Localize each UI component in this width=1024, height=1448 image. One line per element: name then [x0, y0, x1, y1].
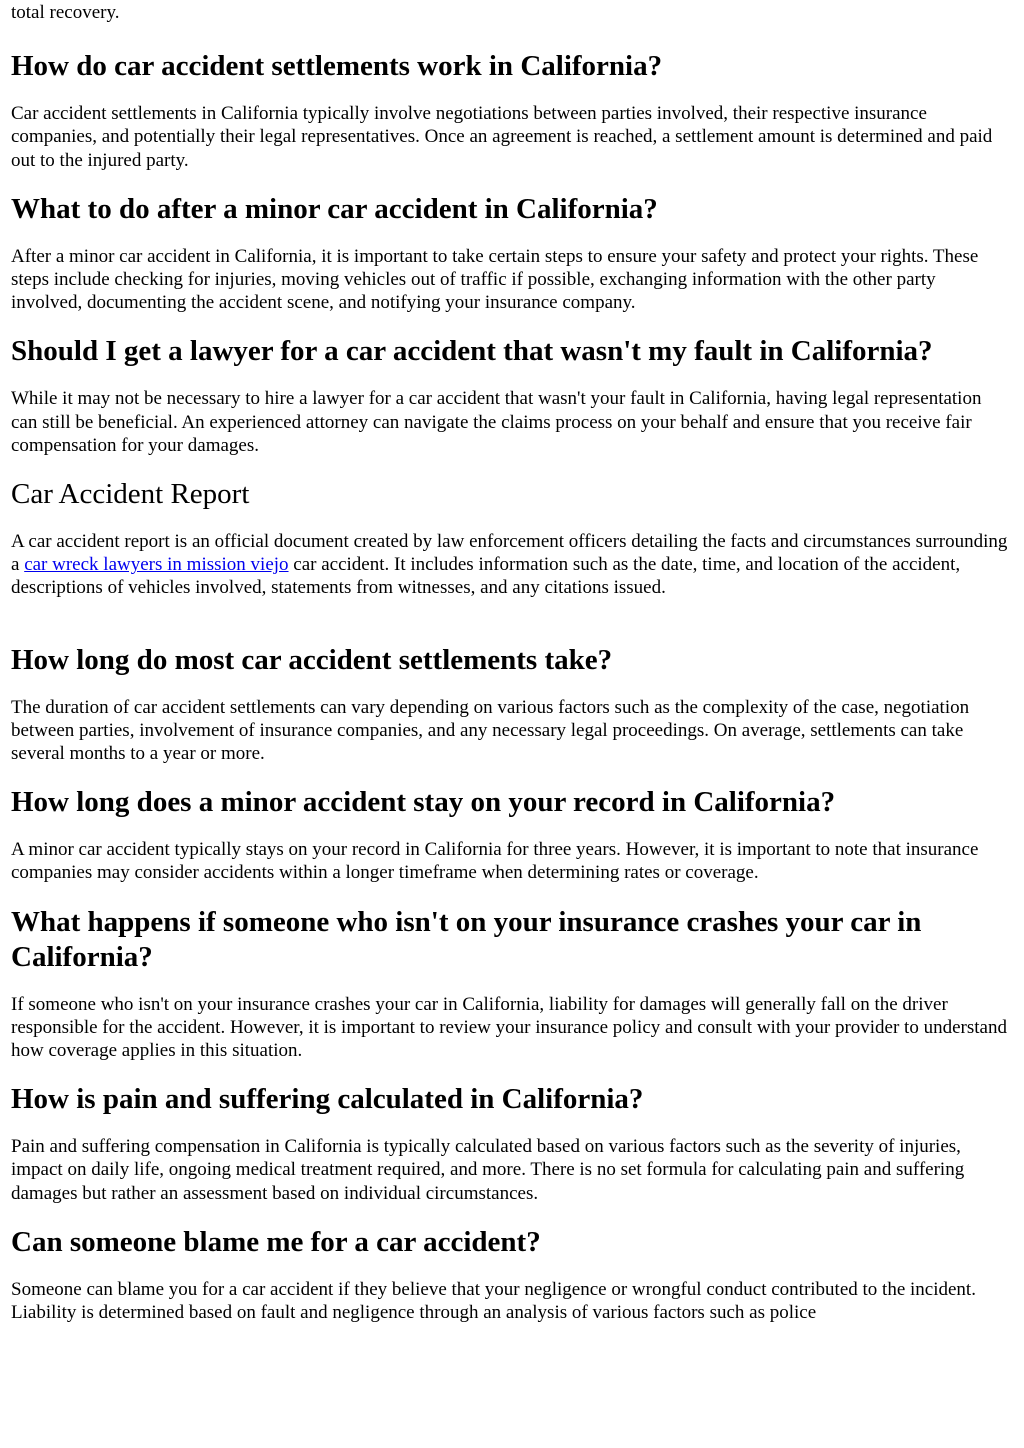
car-wreck-lawyers-link[interactable]: car wreck lawyers in mission viejo: [24, 554, 289, 576]
section-body-settlement-duration: The duration of car accident settlements can vary depending on various factors such as the complexity of the case, negotiation between parties, involvement of insurance companies, and any necessary legal proceedings. On average, settlements can take several months to a year or more.: [11, 696, 970, 765]
report-text-before-link: A car accident report is an official document created by law enforcement officers detailing the facts and circumstances surrounding a: [11, 531, 1008, 576]
section-heading-uninsured-driver: What happens if someone who isn't on your insurance crashes your car in California?: [11, 905, 922, 973]
section-body-settlements-work: Car accident settlements in California typically involve negotiations between parties involved, their respective insurance companies, and potentially their legal representatives. Once an agreement is reached, a settlement amount is determined and paid out to the injured party.: [11, 103, 993, 171]
section-heading-blame: Can someone blame me for a car accident?: [11, 1225, 541, 1258]
report-text-after-link: car accident. It includes information such as the date, time, and location of the accident, descriptions of vehicles involved, statements from witnesses, and any citations issued.: [11, 554, 961, 599]
section-heading-accident-report: Car Accident Report: [11, 478, 250, 511]
section-body-accident-report: [11, 530, 1011, 600]
section-heading-lawyer-not-my-fault: Should I get a lawyer for a car accident that wasn't my fault in California?: [11, 335, 933, 368]
section-heading-record-duration: How long does a minor accident stay on your record in California?: [11, 786, 836, 819]
section-body-blame: Someone can blame you for a car accident if they believe that your negligence or wrongful conduct contributed to the incident. Liability is determined based on fault and negligence through an analysis of various factors such as police: [11, 1278, 976, 1324]
section-heading-minor-accident-steps: What to do after a minor car accident in California?: [11, 192, 658, 225]
intro-tail-text: total recovery.: [11, 2, 120, 23]
section-heading-settlement-duration: How long do most car accident settlements take?: [11, 643, 613, 676]
section-heading-settlements-work: How do car accident settlements work in California?: [11, 50, 663, 83]
section-body-pain-suffering: Pain and suffering compensation in California is typically calculated based on various factors such as the severity of injuries, impact on daily life, ongoing medical treatment required, and more. There is no set formula for calculating pain and suffering damages but rather an assessment based on individual circumstances.: [11, 1136, 965, 1204]
section-body-uninsured-driver: If someone who isn't on your insurance crashes your car in California, liability for damages will generally fall on the driver responsible for the accident. However, it is important to review your insurance policy and consult with your provider to understand how coverage applies in this situation.: [11, 993, 1007, 1062]
section-body-lawyer-not-my-fault: While it may not be necessary to hire a lawyer for a car accident that wasn't your fault in California, having legal representation can still be beneficial. An experienced attorney can navigate the claims process on your behalf and ensure that you receive fair compensation for your damages.: [11, 388, 982, 456]
article-content: [11, 0, 1011, 1324]
section-body-record-duration: A minor car accident typically stays on your record in California for three years. However, it is important to note that insurance companies may consider accidents within a longer timeframe when determining rates or coverage.: [11, 839, 979, 884]
section-heading-pain-suffering: How is pain and suffering calculated in California?: [11, 1083, 644, 1116]
section-body-minor-accident-steps: After a minor car accident in California, it is important to take certain steps to ensure your safety and protect your rights. These steps include checking for injuries, moving vehicles out of traffic if possible, exchanging information with the other party involved, documenting the accident scene, and notifying your insurance company.: [11, 245, 979, 314]
